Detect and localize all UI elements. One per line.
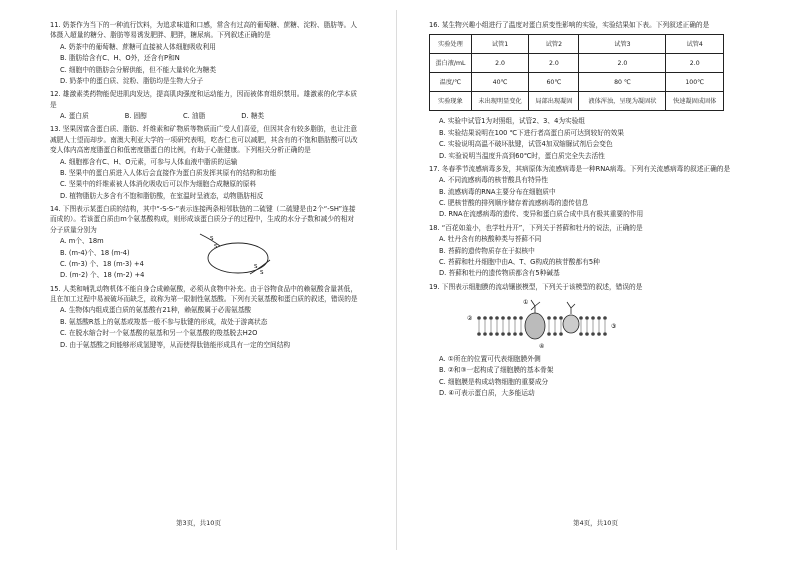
- question-12-option-a: A. 蛋白质: [60, 112, 89, 120]
- left-column: [50, 20, 360, 353]
- table-header-cell: 试管1: [471, 35, 529, 54]
- question-18-option-a: A. 牡丹含有的核酸种类与苔藓不同: [439, 235, 542, 244]
- question-19-option-c: C. 细胞膜是构成动物细胞的重要成分: [439, 377, 549, 386]
- question-16: [429, 20, 759, 161]
- table-cell: 蛋白液/mL: [430, 54, 472, 73]
- question-19-option-d: D. ④可表示蛋白质，大多能运动: [439, 389, 535, 398]
- membrane-label-1: ①: [523, 299, 529, 306]
- table-cell: 80 ℃: [579, 73, 666, 92]
- question-16-option-c: C. 实验说明高温不破坏肽键，试管4加双缩脲试剂后会变色: [439, 140, 613, 149]
- question-19-option-b: B. ②和③一起构成了细胞膜的基本骨架: [439, 366, 554, 375]
- question-16-option-b: B. 实验结果说明在100 ℃下进行者高蛋白质可达到较好的效果: [439, 128, 625, 137]
- question-19: [429, 282, 759, 399]
- question-12-option-b: B. 固醇: [124, 112, 147, 120]
- disulfide-label-1: S: [210, 236, 214, 243]
- table-cell: 100℃: [666, 73, 724, 92]
- question-17-option-d: D. RNA在流感病毒的遗传、变异和蛋白质合成中具有极其重要的作用: [439, 210, 644, 219]
- table-cell: 2.0: [471, 54, 529, 73]
- left-page-number: 第3页，共10页: [176, 519, 221, 527]
- question-11-option-c: C. 细胞中的脂肪会分解供能，但不能大量转化为糖类: [60, 65, 217, 74]
- table-cell: 实验现象: [430, 92, 472, 111]
- table-cell: 2.0: [529, 54, 579, 73]
- disulfide-label-4: S: [260, 270, 264, 277]
- table-header-row: [430, 35, 724, 54]
- table-row: [430, 54, 724, 73]
- question-15-stem: 15. 人类和哺乳动物机体不能自身合成赖氨酸，必须从食物中补充。由于谷物食品中的赖氨酸含量甚低，且在加工过程中易被破坏而缺乏，故称为第一限制性氨基酸。下列有关氨基酸和蛋白质的叙述，错误的是: [50, 284, 358, 303]
- table-cell: 快速凝固成固体: [666, 92, 724, 111]
- question-18-stem: 18. “百花如羞小，也学牡丹开”，下列关于苔藓和牡丹的说法，正确的是: [429, 223, 643, 232]
- question-17-option-a: A. 不同流感病毒的核苷酸具有特异性: [439, 176, 549, 185]
- question-11-option-a: A. 奶茶中的葡萄糖、蔗糖可直接被人体细胞吸收利用: [60, 42, 216, 51]
- question-16-option-d: D. 实验说明当温度升高到60℃时，蛋白质完全失去活性: [439, 151, 605, 160]
- question-15: [50, 284, 360, 350]
- question-11-option-b: B. 脂肪给含有C、H、O外，还含有P和N: [60, 54, 180, 63]
- question-16-option-a: A. 实验中试管1为对照组，试管2、3、4为实验组: [439, 117, 586, 126]
- membrane-label-2: ②: [467, 315, 473, 322]
- question-11: [50, 20, 360, 86]
- table-header-cell: 试管4: [666, 35, 724, 54]
- question-15-option-d: D. 由于氨基酸之间能够形成氢键等，从而使得肽链能形成具有一定的空间结构: [60, 340, 291, 349]
- question-13-stem: 13. 坚果因富含蛋白质、脂肪、纤维素和矿物质等物质而广受人们喜爱，但因其含有较多脂肪，也让注意减肥人士望而却步。南澳大利亚大学的一项研究表明，吃杏仁也可以减肥，其含有的不饱和脂肪酸可以改变人体内高密度脂蛋白和低密度脂蛋白的比例，有助于心脏健康。下列相关分析正确的是: [50, 125, 358, 155]
- question-14-option-c: C. (m-3) 个、18 (m-3) +4: [60, 259, 144, 268]
- table-header-cell: 试管3: [579, 35, 666, 54]
- question-14: [50, 204, 360, 281]
- question-13-option-a: A. 细胞都含有C、H、O元素，可参与人体血液中脂质的运输: [60, 157, 238, 166]
- right-page-number: 第4页，共10页: [573, 519, 618, 527]
- table-row: [430, 92, 724, 111]
- question-14-option-d: D. (m-2) 个、18 (m-2) +4: [60, 271, 145, 280]
- question-13-option-b: B. 坚果中的蛋白质进入人体后会直接作为蛋白质发挥其原有的结构和功能: [60, 168, 277, 177]
- table-cell: 液体浑浊，呈现为凝固状: [579, 92, 666, 111]
- question-19-option-a: A. ①所在的位置可代表细胞膜外侧: [439, 355, 541, 363]
- table-row: [430, 73, 724, 92]
- membrane-label-3: ③: [611, 323, 617, 330]
- question-12-stem: 12. 雄激素类药物能促进肌肉发达，提高肌肉强度和运动能力，因而被体育组织禁用。雄激素的化学本质是: [50, 90, 358, 109]
- question-14-stem: 14. 下图表示某蛋白质的结构，其中“-S-S-”表示连接两条相邻肽链的二硫键（二硫键是由2个“-SH”连接而成的）。若该蛋白质由m个氨基酸构成，则形成该蛋白质分子的过程中，生成的水分子数和减少的相对分子质量分别为: [50, 205, 356, 234]
- question-18-option-b: B. 苔藓的遗传物质存在于拟核中: [439, 246, 535, 255]
- question-18: [429, 223, 759, 279]
- table-cell: 2.0: [579, 54, 666, 73]
- question-15-option-c: C. 在脱水缩合时一个氨基酸的氨基和另一个氨基酸的羧基脱去H2O: [60, 329, 258, 338]
- question-14-option-a: A. m个、18m: [60, 237, 104, 246]
- question-12-options: [50, 111, 360, 121]
- question-15-option-b: B. 氨基酸R基上的氨基或羧基一般不参与肽键的形成，故处于游离状态: [60, 317, 268, 326]
- question-16-stem: 16. 某生物兴趣小组进行了温度对蛋白质变性影响的实验，实验结果如下表。下列叙述正确的是: [429, 21, 710, 29]
- question-17: [429, 164, 759, 220]
- table-header-cell: 实验处理: [430, 35, 472, 54]
- table-cell: 2.0: [666, 54, 724, 73]
- question-11-option-d: D. 奶茶中的蛋白质、淀粉、脂肪均是生物大分子: [60, 76, 204, 85]
- question-12: [50, 89, 360, 121]
- table-cell: 局部出现凝固: [529, 92, 579, 111]
- question-12-option-d: D. 糖类: [241, 112, 265, 120]
- question-18-option-d: D. 苔藓和牡丹的遗传物质都含有5种碱基: [439, 269, 560, 278]
- table-cell: 未出现明显变化: [471, 92, 529, 111]
- question-12-option-c: C. 油脂: [183, 112, 206, 120]
- question-17-option-c: C. 肥核苷酸的排列顺序储存着流感病毒的遗传信息: [439, 199, 589, 207]
- right-column: [429, 20, 759, 402]
- table-cell: 温度/℃: [430, 73, 472, 92]
- table-header-cell: 试管2: [529, 35, 579, 54]
- membrane-label-4: ④: [539, 343, 545, 350]
- disulfide-label-3: S: [254, 264, 258, 271]
- table-cell: 40℃: [471, 73, 529, 92]
- experiment-table: [429, 34, 724, 111]
- question-14-option-b: B. (m-4)个、18 (m-4): [60, 248, 130, 257]
- question-13: [50, 124, 360, 201]
- question-19-stem: 19. 下图表示细胞膜的流动镶嵌模型，下列关于该模型的叙述，错误的是: [429, 282, 643, 291]
- question-17-stem: 17. 冬春季节流感病毒多发，其病原体为流感病毒是一种RNA病毒。下列有关流感病毒的叙述正确的是: [429, 164, 731, 173]
- right-page: [397, 0, 794, 561]
- table-cell: 60℃: [529, 73, 579, 92]
- question-13-option-c: C. 坚果中的纤维素被人体消化吸收后可以作为细胞合成糖原的原料: [60, 180, 257, 189]
- question-13-option-d: D. 植物脂肪大多含有不饱和脂肪酸，在室温时呈液态，动物脂肪相反: [60, 191, 264, 200]
- question-14-body: [50, 236, 360, 281]
- question-17-option-b: B. 流感病毒的RNA主要分布在细胞质中: [439, 187, 556, 196]
- question-11-stem: 11. 奶茶作为当下的一种流行饮料，为追求味道和口感，常含有过高的葡萄糖、蔗糖、淀粉、脂肪等。人体摄入超量的糖分、脂肪等易诱发肥胖、肥胖，糖尿病。下列叙述正确的是: [50, 21, 358, 40]
- protein-structure-diagram: [190, 230, 280, 280]
- question-18-option-c: C. 苔藓和牡丹细胞中由A、T、G构成的核苷酸都有5种: [439, 257, 600, 266]
- disulfide-label-2: S: [214, 244, 218, 251]
- question-15-option-a: A. 生物体内组成蛋白质的氨基酸有21种，赖氨酸属于必需氨基酸: [60, 306, 252, 315]
- cell-membrane-diagram: [439, 296, 639, 350]
